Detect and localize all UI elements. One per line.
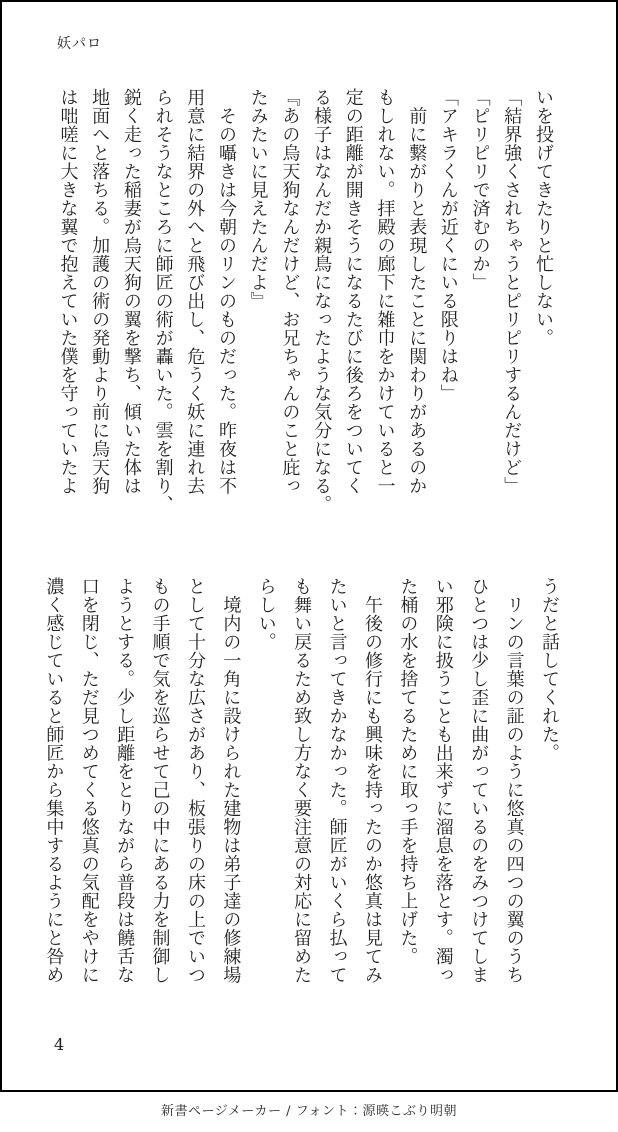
text-column: たいと言ってきかなかった。師匠がいくら払って [326,577,348,984]
text-column: い邪険に扱うことも出来ずに溜息を落とす。濁っ [432,577,454,984]
text-column: られそうなところに師匠の術が轟いた。雲を割り、 [152,88,174,514]
text-column: る様子はなんだか親鳥になったような気分になる。 [311,88,333,514]
text-column: 口を閉じ、ただ見つめてくる悠真の気配をやけに [78,577,100,984]
text-band-top [52,88,559,550]
text-column: その囁きは今朝のリンのものだった。昨夜は不 [215,88,237,495]
text-column: 定の距離が開きそうになるたびに後ろをついてく [342,88,364,495]
text-column: も舞い戻るため致し方なく要注意の対応に留めた [291,577,313,984]
text-column: もしれない。拝殿の廊下に雑巾をかけていると一 [374,88,396,495]
text-column: ようとする。少し距離をとりながら普段は饒舌な [114,577,136,984]
footer-credit: 新書ページメーカー / フォント：源暎こぶり明朝 [160,1104,458,1119]
text-column: 鋭く走った稲妻が烏天狗の翼を撃ち、傾いた体は [120,88,142,495]
text-column: うだと話してくれた。 [539,577,560,762]
text-column: は咄嗟に大きな翼で抱えていた僕を守っていたよ [57,88,79,495]
text-band-bottom [36,577,567,1039]
text-column: ひとつは少し歪に曲がっているのをみつけてしま [468,577,490,984]
text-column: 『あの烏天狗なんだけど、お兄ちゃんのこと庇っ [279,88,301,495]
text-column: 濃く感じていると師匠から集中するようにと咎め [43,577,65,984]
text-column: たみたいに見えたんだよ』 [247,88,269,310]
text-column: 用意に結界の外へと飛び出し、危うく妖に連れ去 [184,88,206,495]
text-column: 「アキラくんが近くにいる限りはね」 [437,88,459,403]
text-column: 前に繋がりと表現したことに関わりがあるのか [406,88,428,495]
page-number: 4 [54,1035,65,1054]
text-column: 境内の一角に設けられた建物は弟子達の修練場 [220,577,242,984]
text-column: もの手順で気を巡らせて己の中にある力を制御し [149,577,171,984]
text-column: リンの言葉の証のように悠真の四つの翼のうち [503,577,525,984]
page-header-title: 妖パロ [57,36,102,52]
text-column: らしい。 [255,577,277,651]
text-column: た桶の水を捨てるために取っ手を持ち上げた。 [397,577,419,966]
text-column: 地面へと落ちる。加護の術の発動より前に烏天狗 [89,88,111,495]
text-column: いを投げてきたりと忙しない。 [533,88,554,347]
text-column: 「結界強くされちゃうとピリピリするんだけど」 [501,88,523,495]
text-column: 午後の修行にも興味を持ったのか悠真は見てみ [361,577,383,984]
text-column: 「ピリピリで済むのか」 [469,88,491,292]
text-column: として十分な広さがあり、板張りの床の上でいつ [184,577,206,984]
